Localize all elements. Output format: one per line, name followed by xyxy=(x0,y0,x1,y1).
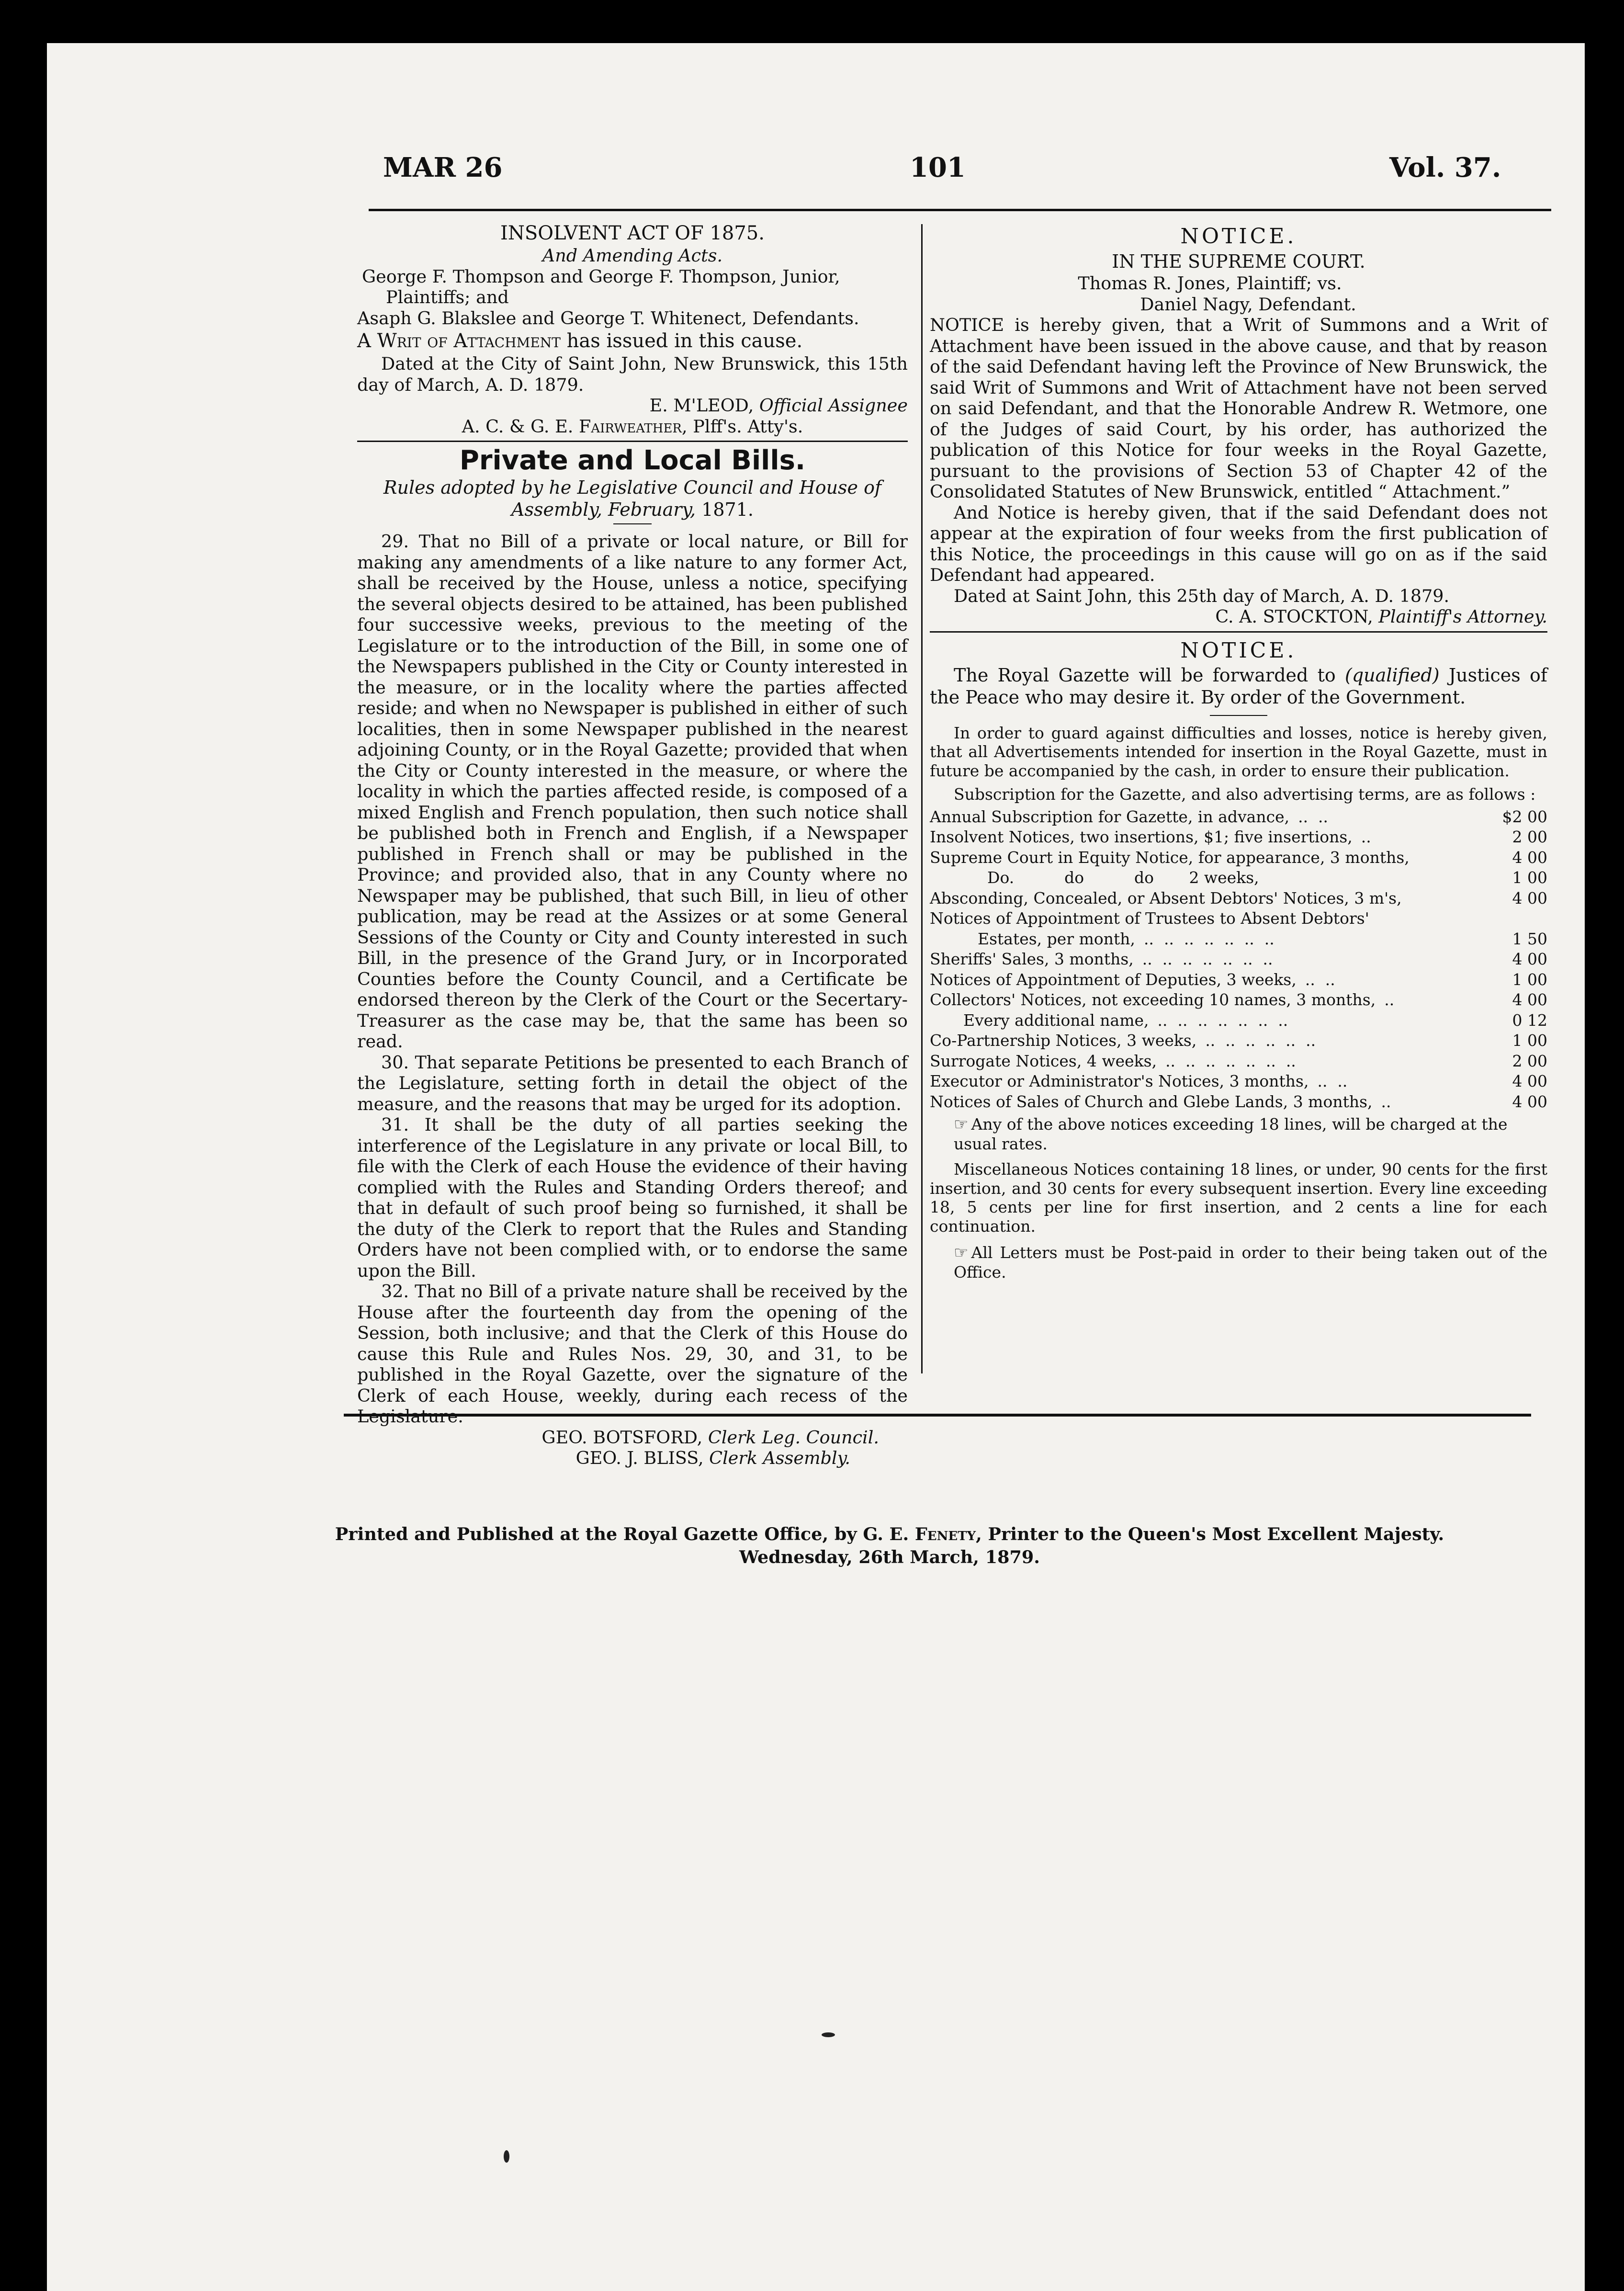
rate-amount: 4 00 xyxy=(1512,1092,1547,1111)
header-date: MAR 26 xyxy=(383,152,503,183)
guard-notice: In order to guard against difficulties and losses, notice is hereby given, that all Advertisements intended for insertion in the Royal Gazette, must in future be accompanied by the cash, in order to ensure their publication. xyxy=(930,723,1547,780)
rate-leader: .. .. .. .. .. .. .. xyxy=(1144,929,1274,948)
notice-plaintiff: Thomas R. Jones, Plaintiff; vs. xyxy=(1078,273,1342,294)
botsford-name: GEO. BOTSFORD, xyxy=(541,1427,703,1448)
rule-30: 30. That separate Petitions be presented to each Branch of the Legislature, setting forth in detail the object of the measure, and the reasons that may be urged for its adoption. xyxy=(357,1052,908,1114)
rate-amount: $2 00 xyxy=(1502,807,1547,826)
header-volume: Vol. 37. xyxy=(1389,152,1501,183)
rate-leader: .. .. .. .. .. .. .. xyxy=(1157,1010,1288,1030)
subscription-intro: Subscription for the Gazette, and also advertising terms, are as follows : xyxy=(954,785,1536,804)
rate-label-cell xyxy=(930,1010,1476,1031)
exceeding-text: Any of the above notices exceeding 18 lines, will be charged at the usual rates. xyxy=(954,1115,1508,1153)
rate-label-cell xyxy=(930,1051,1476,1072)
bliss-name: GEO. J. BLISS, xyxy=(575,1448,704,1468)
rate-row xyxy=(930,868,1547,888)
rate-row xyxy=(930,970,1547,990)
rate-label-cell xyxy=(930,1071,1476,1092)
letters-text: All Letters must be Post-paid in order to their being taken out of the Office. xyxy=(954,1243,1547,1282)
rate-label: Absconding, Concealed, or Absent Debtors' Notices, 3 m's, xyxy=(930,888,1402,907)
header-rule xyxy=(369,209,1551,211)
rate-amount: 1 00 xyxy=(1512,1031,1547,1050)
rate-label: Sheriffs' Sales, 3 months, xyxy=(930,950,1134,968)
rate-label-cell xyxy=(930,970,1476,990)
writ-suffix: has issued in this cause. xyxy=(566,330,803,352)
signature-botsford xyxy=(357,1427,908,1448)
insolvent-defendants: Asaph G. Blakslee and George T. Whitenect, Defendants. xyxy=(357,307,859,329)
rate-label-cell xyxy=(930,868,1476,888)
rate-amount: 4 00 xyxy=(1512,848,1547,867)
botsford-title: Clerk Leg. Council. xyxy=(708,1427,879,1448)
attorneys-prefix: A. C. & G. E. xyxy=(462,416,574,437)
rate-label: Do. do do 2 weeks, xyxy=(987,868,1259,887)
rate-amount: 4 00 xyxy=(1512,888,1547,907)
imprint-line-1 xyxy=(267,1523,1512,1546)
ink-spot xyxy=(822,2032,835,2037)
rate-label: Supreme Court in Equity Notice, for appearance, 3 months, xyxy=(930,848,1410,867)
intro-qualified: (qualified) xyxy=(1345,664,1440,686)
rate-label: Notices of Sales of Church and Glebe Lands, 3 months, xyxy=(930,1092,1373,1111)
rate-leader: .. .. xyxy=(1317,1072,1348,1090)
rate-leader: .. .. .. .. .. .. xyxy=(1205,1031,1316,1050)
rate-leader: .. .. xyxy=(1298,807,1329,826)
rate-label: Every additional name, xyxy=(963,1010,1149,1030)
rate-amount xyxy=(1476,908,1547,929)
rate-row xyxy=(930,990,1547,1010)
rate-row xyxy=(930,1071,1547,1092)
rule-32: 32. That no Bill of a private nature shall be received by the House after the fourteenth day from the opening of the Session, both inclusive; and that the Clerk of this House do cause this Rule and Rules Nos. 29, 30, and 31, to be published in the Royal Gazette, over the signature of the Clerk of each House, weekly, during each recess of the xyxy=(357,1281,908,1406)
pointing-hand-icon: ☞ xyxy=(954,1115,969,1134)
subtitle-text: Rules adopted by he Legislative Council and House of Assembly, February, xyxy=(383,477,882,520)
writ-caps: Writ of Attachment xyxy=(377,330,561,352)
insolvent-subtitle: And Amending Acts. xyxy=(542,245,723,266)
rate-label: Insolvent Notices, two insertions, $1; five insertions, xyxy=(930,828,1353,846)
notice-title-1: NOTICE. xyxy=(1180,224,1297,249)
gazette-notice xyxy=(930,637,1547,1282)
writ-prefix: A xyxy=(357,330,371,352)
letters-note xyxy=(930,1243,1547,1282)
rate-amount: 4 00 xyxy=(1512,950,1547,968)
rate-row xyxy=(930,1010,1547,1031)
rate-leader: .. .. .. .. .. .. .. xyxy=(1142,950,1273,968)
footer-rule xyxy=(344,1414,1531,1417)
notice-body-2: And Notice is hereby given, that if the said Defendant does not appear at the expiration of four weeks from the first publication of this Notice, the proceedings in this cause will go on as if the said Defendant had appeared. xyxy=(930,502,1547,585)
column-divider xyxy=(921,224,923,1373)
rate-label: Notices of Appointment of Trustees to Absent Debtors' xyxy=(930,909,1369,928)
pointing-hand-icon: ☞ xyxy=(954,1243,969,1262)
insolvent-assignee xyxy=(357,395,908,416)
rate-label: Executor or Administrator's Notices, 3 months, xyxy=(930,1072,1309,1090)
rate-row xyxy=(930,848,1547,868)
attorneys-suffix: Plff's. Atty's. xyxy=(693,416,803,437)
rate-row xyxy=(930,1031,1547,1051)
rate-amount: 2 00 xyxy=(1512,1051,1547,1070)
rate-leader: .. .. xyxy=(1305,970,1335,989)
rate-label: Surrogate Notices, 4 weeks, xyxy=(930,1051,1157,1070)
rate-row xyxy=(930,1051,1547,1072)
rate-label-cell xyxy=(930,908,1476,929)
gazette-intro xyxy=(930,664,1547,708)
insolvent-attorneys xyxy=(357,416,908,437)
newspaper-page xyxy=(47,43,1585,2291)
short-rule-right xyxy=(1210,715,1267,716)
imprint-caps: Fenety, xyxy=(914,1524,982,1544)
notice-body-1: NOTICE is hereby given, that a Writ of Summons and a Writ of Attachment have been issued in the above cause, and that by reason of the said Defendant having left the Province of New Brunswick, the said Writ of Summons and Writ of Attachment have not been served on said Defendant, and that the Honorable Andrew R. Wetmore, one of the Judges of said Court, by his order, has authorized the publication of this Notice for four weeks in the Royal Gazette, pursuant to the provisions of Section 53 of Chapter 42 of the Consolidated Statutes of New Brunswick, entitled “ Attachment.” xyxy=(930,315,1547,502)
rate-leader: .. xyxy=(1361,828,1371,846)
exceeding-note xyxy=(930,1115,1547,1153)
rate-row xyxy=(930,827,1547,848)
signature-bliss xyxy=(357,1448,908,1469)
imprint xyxy=(267,1523,1512,1569)
rate-label-cell xyxy=(930,990,1476,1010)
stockton-name: C. A. STOCKTON, xyxy=(1215,606,1373,627)
notice-title-2: NOTICE. xyxy=(1180,638,1297,663)
rate-amount: 4 00 xyxy=(1512,990,1547,1009)
rates-table xyxy=(930,807,1547,1112)
page-edge-mark xyxy=(47,347,56,380)
rate-label: Annual Subscription for Gazette, in advance, xyxy=(930,807,1290,826)
rate-label-cell xyxy=(930,827,1476,848)
left-column xyxy=(357,221,908,1469)
intro-a: The Royal Gazette will be forwarded to xyxy=(954,664,1336,686)
right-column xyxy=(930,223,1547,1282)
section-rule-right xyxy=(930,631,1547,633)
ink-spot xyxy=(504,2150,509,2163)
imprint-b: Printer to the Queen's Most Excellent Majesty. xyxy=(988,1524,1444,1544)
rate-amount: 0 12 xyxy=(1512,1010,1547,1030)
private-bills-title: Private and Local Bills. xyxy=(459,445,806,476)
misc-notices: Miscellaneous Notices containing 18 lines, or under, 90 cents for the first insertion, and 30 cents for every subsequent insertion. Every line exceeding 18, 5 cents per line for first insertion, and 2 cents a line for each continuation. xyxy=(930,1160,1547,1236)
supreme-court-heading: IN THE SUPREME COURT. xyxy=(1112,251,1365,272)
notice-signature xyxy=(930,606,1547,627)
assignee-title: Official Assignee xyxy=(759,395,908,416)
rule-31: 31. It shall be the duty of all parties seeking the interference of the Legislature in any private or local Bill, to file with the Clerk of each House the evidence of their having complied with the Rules and Standing Orders thereof; and that in default of such proof being so furnished, it shall be the duty of the Clerk to report that the Rules and Standing Orders have not been complied with, or to endorse the same upon the Bill. xyxy=(357,1114,908,1281)
stockton-title: Plaintiff's Attorney. xyxy=(1378,606,1547,627)
rate-row xyxy=(930,1092,1547,1112)
rate-label-cell xyxy=(930,929,1476,950)
rate-row xyxy=(930,888,1547,909)
insolvent-notice xyxy=(357,221,908,437)
bliss-title: Clerk Assembly. xyxy=(709,1448,850,1468)
rate-label-cell xyxy=(930,888,1476,909)
rate-label: Estates, per month, xyxy=(978,929,1136,948)
rate-label-cell xyxy=(930,807,1476,828)
subtitle-year: 1871. xyxy=(701,499,754,520)
rate-amount: 1 50 xyxy=(1512,929,1547,948)
rate-leader: .. xyxy=(1381,1092,1391,1111)
rate-amount: 2 00 xyxy=(1512,828,1547,846)
insolvent-writ xyxy=(357,329,908,353)
insolvent-title: INSOLVENT ACT OF 1875. xyxy=(500,222,765,244)
rate-label: Co-Partnership Notices, 3 weeks, xyxy=(930,1031,1197,1050)
insolvent-plaintiffs: George F. Thompson and George F. Thompson, Junior, Plaintiffs; and xyxy=(362,266,840,307)
rate-leader: .. xyxy=(1384,990,1395,1009)
notice-dated: Dated at Saint John, this 25th day of March, A. D. 1879. xyxy=(954,585,1450,606)
rate-label-cell xyxy=(930,1092,1476,1112)
short-rule xyxy=(613,523,652,524)
imprint-a: Printed and Published at the Royal Gazette Office, by G. E. xyxy=(335,1524,909,1544)
rate-row xyxy=(930,908,1547,929)
rate-label: Collectors' Notices, not exceeding 10 names, 3 months, xyxy=(930,990,1376,1009)
imprint-date: Wednesday, 26th March, 1879. xyxy=(739,1547,1040,1567)
rule-29: 29. That no Bill of a private or local nature, or Bill for making any amendments of a like nature to any former Act, shall be received by the House, unless a notice, specifying the several objects desired to be attained, has been published four successive weeks, previous to the meeting of the Legislature or to the introduction of the Bill, in some one of the Newspapers published in the City or County interested in the measure, or in the locality where the parties affected reside; and when no Newspaper is published in either of such localities, then in some Newspaper published in the nearest adjoining County, or in the Royal Gazette; provided that when the City or County interested in the measure, or where the locality in which the parties affected reside, is composed of a mixed English and French population, then such notice shall be published both in French and English, if a Newspaper published in French shall or may be published in the Province; and provided also, that in any County where no Newspaper may be published, that such Bill, in lieu of other publication, may be read at the Assizes or at some General Sessions of the County or City and County interested in such Bill, in the presence of the Grand Jury, or in Incorporated Counties before the County Council, and a Certificate be endorsed thereon by the Clerk of the Court or the Secertary-Treasurer as the case may be, that the same has been so read. xyxy=(357,531,908,1052)
rate-amount: 1 00 xyxy=(1512,970,1547,989)
rate-label: Notices of Appointment of Deputies, 3 weeks, xyxy=(930,970,1297,989)
rate-leader: .. .. .. .. .. .. .. xyxy=(1165,1051,1296,1070)
section-rule xyxy=(357,441,908,442)
assignee-name: E. M'LEOD, xyxy=(649,395,754,416)
supreme-court-notice xyxy=(930,223,1547,627)
private-bills-section xyxy=(357,445,908,1469)
rate-label-cell xyxy=(930,1031,1476,1051)
private-bills-subtitle xyxy=(357,476,908,521)
rate-row xyxy=(930,807,1547,828)
rate-label-cell xyxy=(930,848,1476,868)
rate-amount: 1 00 xyxy=(1512,868,1547,887)
rate-label-cell xyxy=(930,949,1476,970)
rate-row xyxy=(930,949,1547,970)
rate-amount: 4 00 xyxy=(1512,1072,1547,1090)
insolvent-dated: Dated at the City of Saint John, New Brunswick, this 15th day of March, A. D. 1879. xyxy=(357,353,908,395)
intro-b: Justices of the Peace who may desire it. By order of the Government. xyxy=(930,664,1547,708)
attorneys-caps: Fairweather, xyxy=(579,416,688,437)
rate-row xyxy=(930,929,1547,950)
header-page-number: 101 xyxy=(910,152,966,183)
notice-defendant: Daniel Nagy, Defendant. xyxy=(1140,294,1356,315)
